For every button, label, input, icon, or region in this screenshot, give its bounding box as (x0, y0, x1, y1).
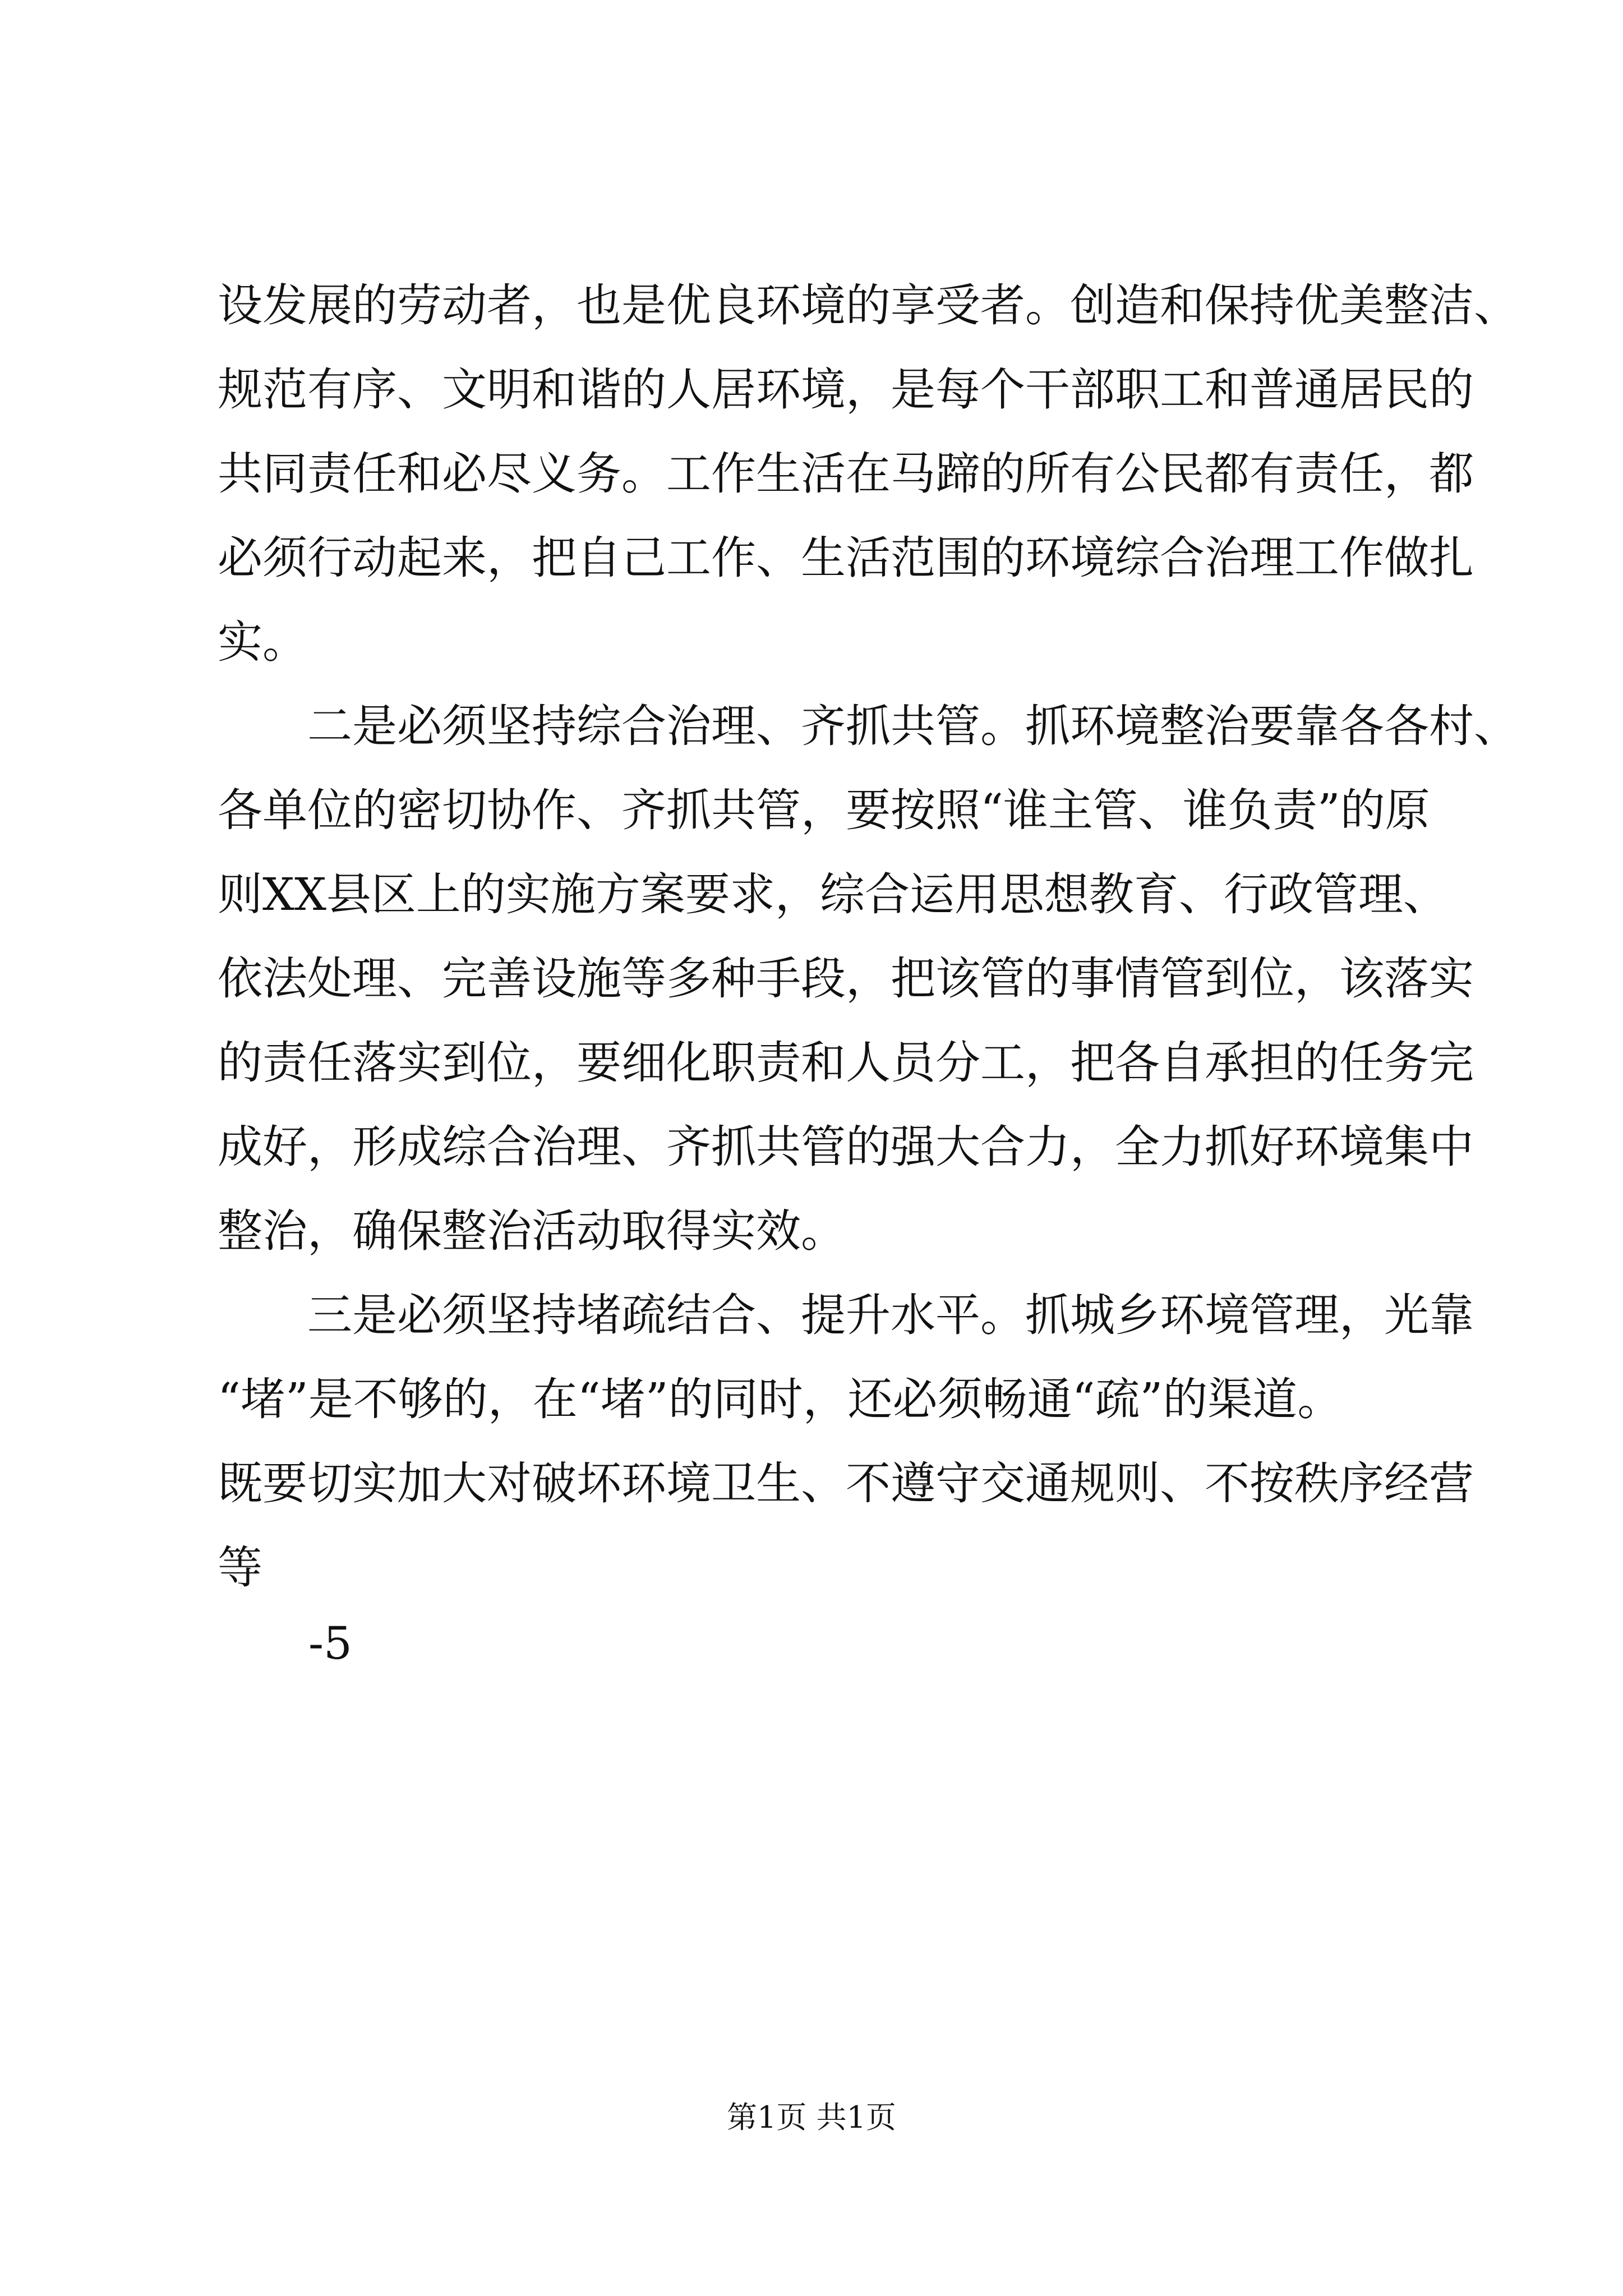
page-footer: 第1页 共1页 (727, 2100, 896, 2135)
text-line: 二是必须坚持综合治理、齐抓共管。抓环境整治要靠各各村、 (307, 700, 1519, 752)
text-line: 依法处理、完善设施等多种手段，把该管的事情管到位，该落实 (218, 953, 1474, 1005)
text-line: 三是必须坚持堵疏结合、提升水平。抓城乡环境管理，光靠 (307, 1289, 1474, 1341)
text-line: 等 (218, 1542, 262, 1594)
text-line: 实。 (218, 616, 307, 668)
text-line: “堵”是不够的，在“堵”的同时，还必须畅通“疏”的渠道。 (218, 1373, 1343, 1425)
text-line: 既要切实加大对破坏环境卫生、不遵守交通规则、不按秩序经营 (218, 1457, 1474, 1510)
document-body (218, 264, 1519, 1610)
text-line: 规范有序、文明和谐的人居环境，是每个干部职工和普通居民的 (218, 364, 1474, 416)
text-line: 的责任落实到位，要细化职责和人员分工，把各自承担的任务完 (218, 1037, 1474, 1089)
text-line: 整治，确保整治活动取得实效。 (218, 1205, 846, 1257)
text-line: 必须行动起来，把自己工作、生活范围的环境综合治理工作做扎 (218, 532, 1474, 584)
page-marker: -5 (308, 1617, 352, 1669)
text-line: 成好，形成综合治理、齐抓共管的强大合力，全力抓好环境集中 (218, 1121, 1474, 1173)
text-line: 各单位的密切协作、齐抓共管，要按照“谁主管、谁负责”的原 (218, 784, 1430, 836)
text-line: 则XX县区上的实施方案要求，综合运用思想教育、行政管理、 (218, 868, 1448, 921)
text-line: 设发展的劳动者，也是优良环境的享受者。创造和保持优美整洁、 (218, 279, 1519, 332)
text-line: 共同责任和必尽义务。工作生活在马蹄的所有公民都有责任，都 (218, 448, 1474, 500)
